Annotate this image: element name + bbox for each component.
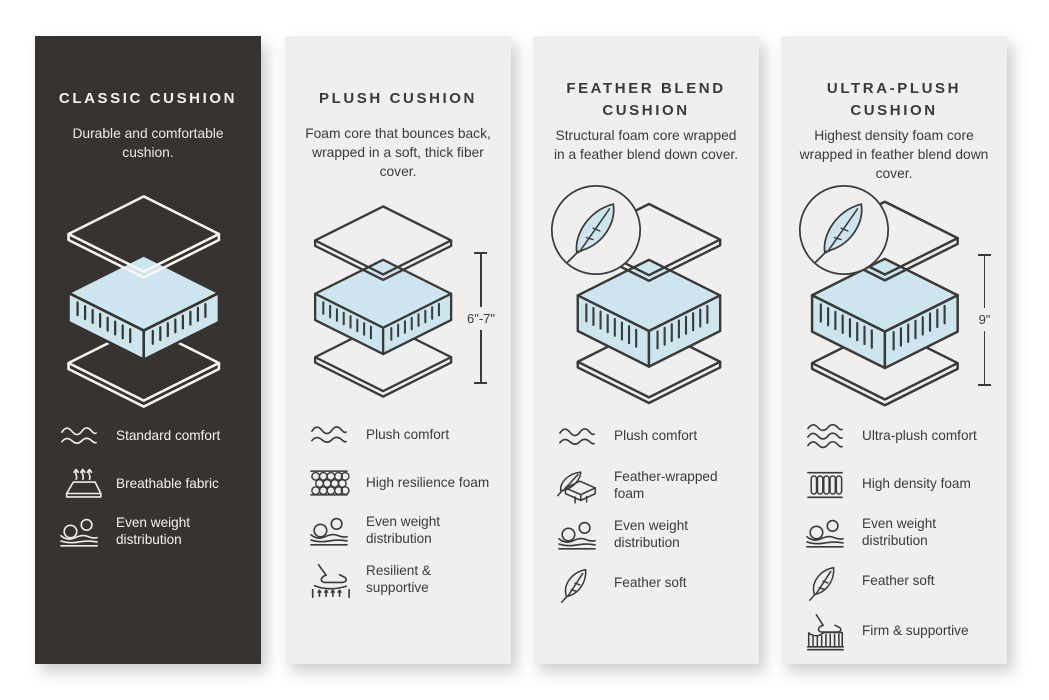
feature-item (306, 416, 494, 454)
measurement-label: 6"-7" (466, 310, 495, 326)
measure-line (984, 256, 986, 309)
feather-icon (802, 562, 848, 602)
panel-description: Foam core that bounces back, wrapped in a soft, thick fiber cover. (305, 126, 491, 180)
measure-line (480, 254, 482, 307)
panel-title: ULTRA-PLUSH CUSHION (826, 80, 962, 119)
feature-label: Standard comfort (116, 427, 221, 443)
breathable-icon (56, 465, 102, 503)
height-measurement (978, 254, 991, 386)
cushion-illustration (550, 194, 742, 410)
measure-line (480, 330, 482, 383)
feature-item (306, 560, 494, 600)
weight-distribution-icon (802, 514, 848, 552)
cushion-illustration (52, 192, 244, 408)
panel-description: Durable and comfortable cushion. (72, 126, 224, 161)
feather-badge-icon (548, 182, 644, 278)
panel-title: FEATHER BLEND CUSHION (566, 80, 726, 119)
feature-item (56, 464, 244, 504)
feature-item (56, 512, 244, 552)
waves-icon (306, 416, 352, 454)
feature-list (550, 418, 742, 604)
feature-list (798, 418, 990, 652)
panel-ultra-plush-cushion (781, 36, 1007, 664)
feature-item (554, 516, 742, 554)
feather-badge-icon (796, 182, 892, 278)
cushion-layers-icon (302, 192, 472, 411)
feature-label: Even weight distribution (116, 515, 191, 547)
feature-label: Even weight distribution (862, 515, 937, 548)
feather-wrapped-foam-icon (554, 466, 600, 506)
feature-label: Feather-wrapped foam (614, 468, 718, 501)
feature-item (554, 418, 742, 456)
feature-item (306, 464, 494, 502)
measure-cap (978, 384, 991, 386)
cushion-illustration (302, 192, 494, 408)
feather-icon (554, 564, 600, 604)
density-foam-icon (802, 466, 848, 504)
feature-label: Feather soft (614, 575, 687, 591)
cushion-layers-icon (54, 192, 242, 411)
resilient-supportive-icon (306, 560, 352, 600)
waves-3-icon (802, 418, 848, 456)
feature-item (554, 466, 742, 506)
feature-label: Even weight distribution (614, 517, 689, 550)
panel-title: PLUSH CUSHION (319, 90, 477, 108)
weight-distribution-icon (306, 512, 352, 550)
cushion-illustration (798, 194, 990, 410)
waves-icon (554, 418, 600, 456)
panel-plush-cushion (285, 36, 511, 664)
firm-supportive-icon (802, 612, 848, 652)
feature-item (802, 466, 990, 504)
feature-label: Plush comfort (614, 428, 698, 444)
panel-classic-cushion (35, 36, 261, 664)
feature-item (802, 514, 990, 552)
measurement-label: 9" (978, 312, 991, 327)
feature-list (302, 416, 494, 600)
panel-feather-blend-cushion (533, 36, 759, 664)
resilience-foam-icon (306, 464, 352, 502)
feature-label: Even weight distribution (366, 514, 441, 546)
feature-label: High resilience foam (366, 474, 490, 490)
feature-item (306, 512, 494, 550)
feature-label: Ultra-plush comfort (862, 428, 977, 444)
feature-label: High density foam (862, 476, 971, 492)
feature-label: Plush comfort (366, 426, 450, 442)
feature-label: Firm & supportive (862, 623, 969, 639)
feature-item (802, 612, 990, 652)
panel-description: Highest density foam core wrapped in feather blend down cover. (799, 127, 989, 181)
weight-distribution-icon (554, 516, 600, 554)
waves-icon (56, 417, 102, 455)
feature-item (802, 562, 990, 602)
feature-item (554, 564, 742, 604)
feature-item (56, 416, 244, 456)
feature-label: Breathable fabric (116, 475, 219, 491)
measure-cap (474, 382, 487, 384)
feature-item (802, 418, 990, 456)
feature-label: Feather soft (862, 573, 935, 589)
panel-description: Structural foam core wrapped in a feather blend down cover. (553, 127, 739, 162)
feature-label: Resilient & supportive (366, 563, 431, 595)
panel-title: CLASSIC CUSHION (58, 90, 238, 108)
height-measurement (467, 252, 495, 384)
feature-list (52, 416, 244, 552)
measure-line (984, 331, 986, 384)
weight-distribution-icon (56, 513, 102, 551)
